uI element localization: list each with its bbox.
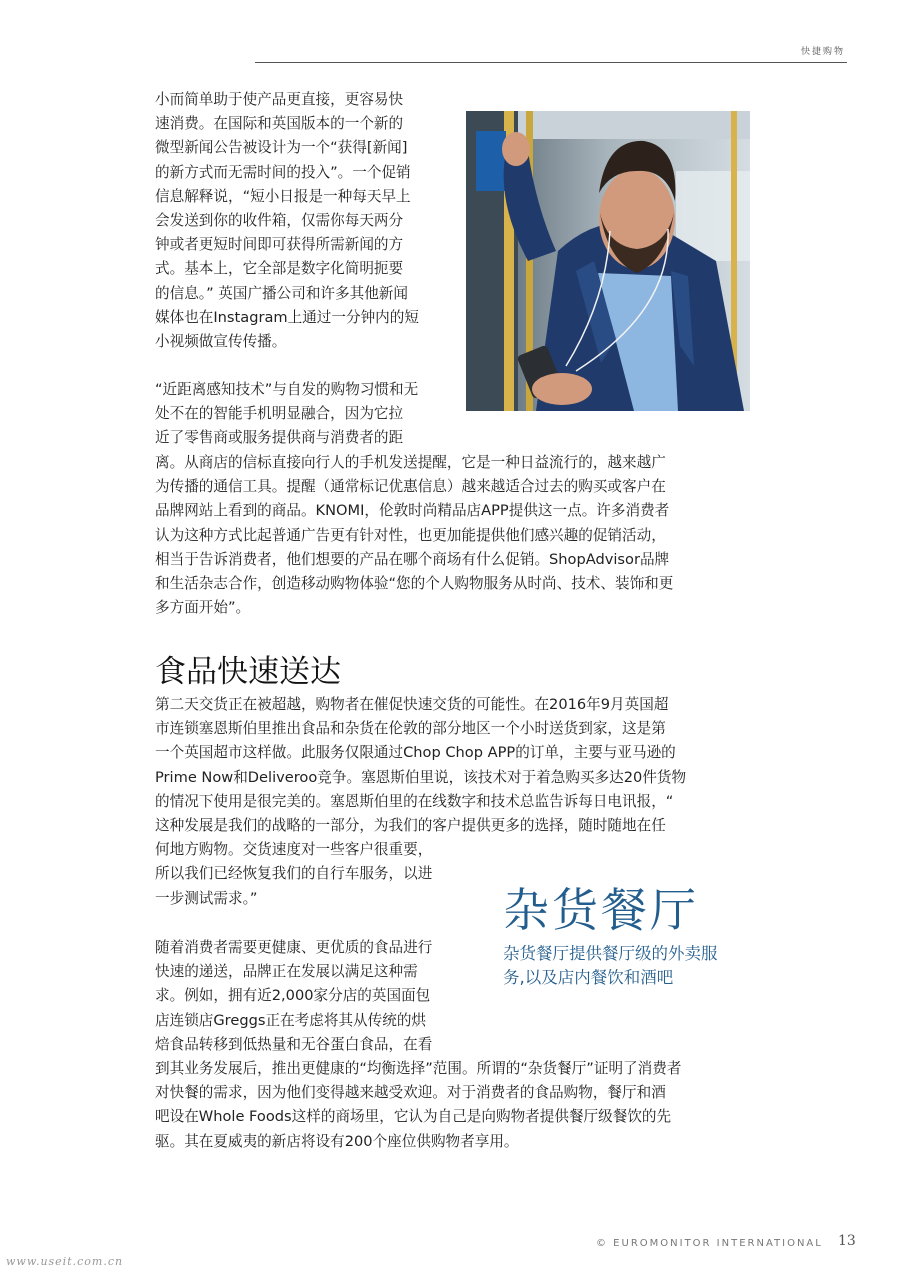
text-line: 近了零售商或服务提供商与消费者的距	[155, 429, 404, 447]
text-line: 求。例如，拥有近2,000家分店的英国面包	[155, 987, 431, 1005]
text-line: 何地方购物。交货速度对一些客户很重要，	[155, 841, 433, 859]
text-line: 相当于告诉消费者，他们想要的产品在哪个商场有什么促销。ShopAdvisor品牌	[155, 550, 670, 568]
text-line: Prime Now和Deliveroo竞争。塞恩斯伯里说，该技术对于着急购买多达20件货物	[155, 768, 687, 786]
text-line: 所以我们已经恢复我们的自行车服务，以进	[155, 865, 433, 883]
paragraph-short-news	[155, 88, 419, 354]
text-line: 微型新闻公告被设计为一个“获得[新闻]	[155, 139, 408, 157]
text-line: 速消费。在国际和英国版本的一个新的	[155, 115, 404, 133]
text-line: 处不在的智能手机明显融合，因为它拉	[155, 405, 404, 423]
text-line: 驱。其在夏威夷的新店将设有200个座位供购物者享用。	[155, 1132, 519, 1150]
text-line: 离。从商店的信标直接向行人的手机发送提醒，它是一种日益流行的，越来越广	[155, 454, 666, 471]
text-line: 吧设在Whole Foods这样的商场里，它认为自己是向购物者提供餐厅级餐饮的先	[155, 1108, 672, 1126]
section-heading: 食品快速送达	[155, 654, 341, 690]
text-line: 杂货餐厅提供餐厅级的外卖服	[503, 944, 718, 963]
text-line: 一步测试需求。”	[155, 889, 258, 907]
text-line: 务,以及店内餐饮和酒吧	[503, 968, 674, 987]
text-line: “近距离感知技术”与自发的购物习惯和无	[155, 381, 419, 398]
text-line: 一个英国超市这样做。此服务仅限通过Chop Chop APP的订单，主要与亚马逊的	[155, 744, 676, 762]
text-line: 式。基本上，它全部是数字化简明扼要	[155, 260, 404, 278]
page-number: 13	[838, 1233, 856, 1249]
text-line: 随着消费者需要更健康、更优质的食品进行	[155, 939, 433, 956]
footer-copyright: © EUROMONITOR INTERNATIONAL	[596, 1238, 823, 1249]
commuter-phone-photo	[466, 111, 750, 411]
text-line: 小而简单助于使产品更直接，更容易快	[155, 91, 404, 108]
text-line: 和生活杂志合作，创造移动购物体验“您的个人购物服务从时尚、技术、装饰和更	[155, 575, 674, 593]
text-line: 的情况下使用是很完美的。塞恩斯伯里的在线数字和技术总监告诉每日电讯报，“	[155, 792, 674, 810]
text-line: 钟或者更短时间即可获得所需新闻的方	[155, 236, 404, 254]
text-line: 小视频做宣传传播。	[155, 333, 287, 351]
text-line: 多方面开始”。	[155, 599, 251, 617]
paragraph-delivery	[155, 693, 686, 911]
text-line: 认为这种方式比起普通广告更有针对性，也更加能提供他们感兴趣的促销活动，	[155, 526, 666, 544]
text-line: 到其业务发展后，推出更健康的“均衡选择”范围。所谓的“杂货餐厅”证明了消费者	[155, 1060, 682, 1078]
text-line: 媒体也在Instagram上通过一分钟内的短	[155, 308, 419, 326]
text-line: 的新方式而无需时间的投入”。一个促销	[155, 163, 411, 181]
text-line: 的信息。” 英国广播公司和许多其他新闻	[155, 284, 408, 302]
text-line: 焙食品转移到低热量和无谷蛋白食品，在看	[155, 1035, 433, 1053]
text-line: 快速的递送，品牌正在发展以满足这种需	[155, 963, 418, 981]
text-line: 第二天交货正在被超越，购物者在催促快速交货的可能性。在2016年9月英国超	[155, 696, 669, 713]
paragraph-grocerant-intro	[155, 936, 681, 1154]
paragraph-proximity-body	[155, 451, 673, 620]
text-line: 品牌网站上看到的商品。KNOMI，伦敦时尚精品店APP提供这一点。许多消费者	[155, 502, 670, 520]
text-line: 店连锁店Greggs正在考虑将其从传统的烘	[155, 1011, 427, 1029]
site-watermark: www.useit.com.cn	[6, 1255, 124, 1268]
callout-title: 杂货餐厅	[503, 883, 699, 937]
section-label: 快捷购物	[800, 47, 845, 57]
text-line: 市连锁塞恩斯伯里推出食品和杂货在伦敦的部分地区一个小时送货到家，这是第	[155, 720, 666, 738]
text-line: 为传播的通信工具。提醒（通常标记优惠信息）越来越适合过去的购买或客户在	[155, 478, 666, 496]
text-line: 会发送到你的收件箱，仅需你每天两分	[155, 212, 404, 230]
text-line: 信息解释说，“短小日报是一种每天早上	[155, 187, 411, 205]
text-line: 对快餐的需求，因为他们变得越来越受欢迎。对于消费者的食品购物，餐厅和酒	[155, 1084, 666, 1102]
text-line: 这种发展是我们的战略的一部分，为我们的客户提供更多的选择，随时随地在任	[155, 817, 666, 835]
paragraph-proximity-intro	[155, 378, 418, 451]
header-rule	[255, 62, 847, 63]
